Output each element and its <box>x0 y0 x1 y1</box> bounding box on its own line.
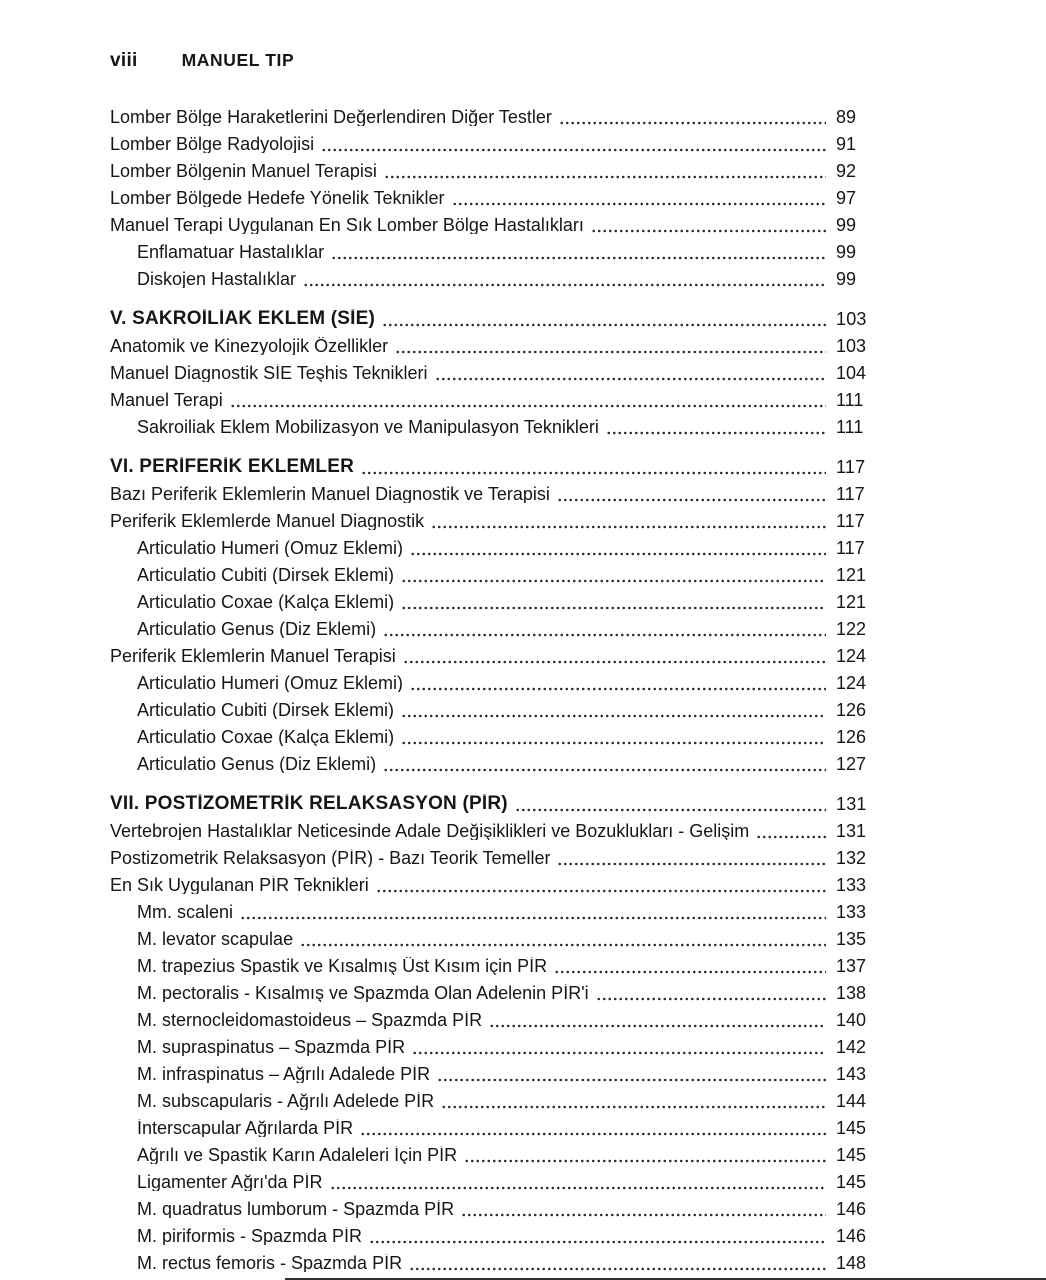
toc-entry-page-number: 144 <box>836 1091 867 1111</box>
toc-leader-dots <box>330 1186 826 1190</box>
toc-entry-page-number: 122 <box>836 619 867 639</box>
toc-leader-dots <box>596 997 826 1001</box>
toc-entry-page-number: 131 <box>836 794 867 814</box>
toc-leader-dots <box>464 1159 826 1163</box>
toc-entry-page-number: 143 <box>836 1064 867 1084</box>
toc-entry-page-number: 148 <box>836 1253 867 1273</box>
toc-entry-label: M. sternocleidomastoideus – Spazmda PİR <box>137 1011 483 1029</box>
page-number-folio: viii <box>110 50 138 71</box>
toc-list <box>110 102 870 1275</box>
toc-leader-dots <box>383 633 826 637</box>
toc-entry <box>110 156 870 183</box>
toc-entry-page-number: 124 <box>836 646 867 666</box>
toc-leader-dots <box>230 404 826 408</box>
toc-entry-label: Periferik Eklemlerin Manuel Terapisi <box>110 647 396 665</box>
toc-entry-page-number: 140 <box>836 1010 867 1030</box>
toc-entry-page-number: 103 <box>836 336 867 356</box>
toc-entry <box>110 1221 870 1248</box>
toc-leader-dots <box>384 175 826 179</box>
toc-entry-page-number: 127 <box>836 754 867 774</box>
toc-leader-dots <box>409 1267 826 1271</box>
toc-entry <box>110 843 870 870</box>
toc-leader-dots <box>489 1024 826 1028</box>
toc-entry-page-number: 104 <box>836 363 867 383</box>
toc-entry-page-number: 138 <box>836 983 867 1003</box>
toc-leader-dots <box>441 1105 826 1109</box>
toc-leader-dots <box>401 606 826 610</box>
toc-entry-label: Articulatio Genus (Diz Eklemi) <box>137 755 377 773</box>
toc-entry-page-number: 111 <box>836 390 864 410</box>
toc-entry-page-number: 99 <box>836 215 857 235</box>
toc-entry-label: Anatomik ve Kinezyolojik Özellikler <box>110 337 389 355</box>
toc-entry-page-number: 126 <box>836 700 867 720</box>
toc-entry-page-number: 146 <box>836 1226 867 1246</box>
toc-leader-dots <box>437 1078 826 1082</box>
toc-entry-page-number: 137 <box>836 956 867 976</box>
toc-leader-dots <box>382 323 826 327</box>
toc-entry-label: Articulatio Genus (Diz Eklemi) <box>137 620 377 638</box>
toc-leader-dots <box>300 943 826 947</box>
toc-leader-dots <box>303 283 826 287</box>
toc-entry-page-number: 117 <box>836 484 865 504</box>
toc-entry <box>110 210 870 237</box>
toc-entry <box>110 1005 870 1032</box>
toc-leader-dots <box>557 862 826 866</box>
toc-entry-label: Periferik Eklemlerde Manuel Diagnostik <box>110 512 425 530</box>
toc-entry-page-number: 99 <box>836 242 857 262</box>
toc-entry-label: M. piriformis - Spazmda PİR <box>137 1227 363 1245</box>
toc-leader-dots <box>431 525 826 529</box>
toc-entry-page-number: 117 <box>836 457 866 477</box>
running-title: MANUEL TIP <box>181 50 295 70</box>
toc-entry <box>110 587 870 614</box>
toc-entry-page-number: 121 <box>836 592 867 612</box>
toc-entry-label: Bazı Periferik Eklemlerin Manuel Diagnostik ve Terapisi <box>110 485 550 503</box>
toc-entry-label: İnterscapular Ağrılarda PİR <box>137 1119 354 1137</box>
toc-entry-label: Enflamatuar Hastalıklar <box>137 243 325 261</box>
toc-entry-page-number: 126 <box>836 727 867 747</box>
toc-entry <box>110 870 870 897</box>
toc-entry-label: M. trapezius Spastik ve Kısalmış Üst Kısım için PİR <box>137 957 548 975</box>
toc-entry-label: M. pectoralis - Kısalmış ve Spazmda Olan Adelenin PİR'i <box>137 984 589 1002</box>
toc-entry <box>110 978 870 1005</box>
toc-entry-page-number: 97 <box>836 188 857 208</box>
toc-leader-dots <box>321 148 826 152</box>
toc-entry-label: M. supraspinatus – Spazmda PİR <box>137 1038 406 1056</box>
toc-entry-label: Sakroiliak Eklem Mobilizasyon ve Manipulasyon Teknikleri <box>137 418 599 436</box>
toc-entry-page-number: 99 <box>836 269 857 289</box>
toc-entry-label: Manuel Diagnostik SİE Teşhis Teknikleri <box>110 364 428 382</box>
toc-entry <box>110 641 870 668</box>
toc-entry-page-number: 142 <box>836 1037 867 1057</box>
toc-entry <box>110 479 870 506</box>
toc-entry <box>110 722 870 749</box>
toc-entry <box>110 1194 870 1221</box>
toc-leader-dots <box>557 498 826 502</box>
toc-leader-dots <box>461 1213 826 1217</box>
toc-leader-dots <box>403 660 826 664</box>
toc-entry-page-number: 91 <box>836 134 857 154</box>
toc-entry-label: En Sık Uygulanan PİR Teknikleri <box>110 876 369 894</box>
toc-leader-dots <box>606 431 826 435</box>
toc-entry <box>110 695 870 722</box>
toc-entry-page-number: 145 <box>836 1172 867 1192</box>
toc-entry <box>110 1086 870 1113</box>
toc-entry-label: M. rectus femoris - Spazmda PİR <box>137 1254 403 1272</box>
toc-entry-label: V. SAKROİLİAK EKLEM (SİE) <box>110 309 376 328</box>
toc-entry-label: Postizometrik Relaksasyon (PİR) - Bazı Teorik Temeller <box>110 849 551 867</box>
running-head <box>110 50 294 72</box>
toc-leader-dots <box>410 552 826 556</box>
toc-leader-dots <box>591 229 826 233</box>
toc-entry <box>110 614 870 641</box>
toc-leader-dots <box>383 768 826 772</box>
toc-entry-label: Articulatio Cubiti (Dirsek Eklemi) <box>137 701 395 719</box>
toc-entry <box>110 102 870 129</box>
toc-entry-label: Articulatio Humeri (Omuz Eklemi) <box>137 539 404 557</box>
toc-entry-page-number: 103 <box>836 309 867 329</box>
toc-leader-dots <box>369 1240 826 1244</box>
toc-entry-page-number: 145 <box>836 1118 867 1138</box>
toc-entry-page-number: 117 <box>836 511 865 531</box>
toc-entry <box>110 183 870 210</box>
toc-entry-page-number: 111 <box>836 417 864 437</box>
toc-entry <box>110 560 870 587</box>
toc-entry <box>110 237 870 264</box>
toc-entry <box>110 358 870 385</box>
toc-entry <box>110 1167 870 1194</box>
toc-entry-label: Manuel Terapi Uygulanan En Sık Lomber Bölge Hastalıkları <box>110 216 584 234</box>
toc-entry <box>110 816 870 843</box>
toc-leader-dots <box>410 687 826 691</box>
toc-entry-page-number: 89 <box>836 107 857 127</box>
toc-entry-label: VII. POSTİZOMETRİK RELAKSASYON (PİR) <box>110 794 508 813</box>
toc-leader-dots <box>554 970 826 974</box>
toc-entry-label: Lomber Bölge Haraketlerini Değerlendiren Diğer Testler <box>110 108 552 126</box>
toc-entry-label: Lomber Bölgenin Manuel Terapisi <box>110 162 377 180</box>
toc-entry <box>110 506 870 533</box>
toc-leader-dots <box>452 202 826 206</box>
toc-entry-page-number: 135 <box>836 929 867 949</box>
toc-entry-page-number: 124 <box>836 673 867 693</box>
toc-entry-label: Articulatio Cubiti (Dirsek Eklemi) <box>137 566 395 584</box>
toc-entry <box>110 1059 870 1086</box>
toc-entry-label: Vertebrojen Hastalıklar Neticesinde Adale Değişiklikleri ve Bozuklukları - Gelişim <box>110 822 750 840</box>
toc-entry-label: Ağrılı ve Spastik Karın Adaleleri İçin PİR <box>137 1146 458 1164</box>
toc-entry-page-number: 92 <box>836 161 857 181</box>
toc-entry-label: M. infraspinatus – Ağrılı Adalede PİR <box>137 1065 431 1083</box>
toc-entry-label: Lomber Bölge Radyolojisi <box>110 135 315 153</box>
toc-entry-label: Lomber Bölgede Hedefe Yönelik Teknikler <box>110 189 445 207</box>
toc-entry-label: Articulatio Coxae (Kalça Eklemi) <box>137 728 395 746</box>
toc-leader-dots <box>515 808 826 812</box>
toc-entry-label: M. subscapularis - Ağrılı Adelede PİR <box>137 1092 435 1110</box>
toc-entry-page-number: 133 <box>836 875 867 895</box>
toc-entry-label: Diskojen Hastalıklar <box>137 270 297 288</box>
toc-leader-dots <box>360 1132 826 1136</box>
toc-leader-dots <box>559 121 826 125</box>
toc-entry <box>110 749 870 776</box>
toc-entry <box>110 789 870 816</box>
toc-leader-dots <box>240 916 826 920</box>
toc-entry-page-number: 131 <box>836 821 867 841</box>
toc-entry <box>110 897 870 924</box>
toc-leader-dots <box>401 579 826 583</box>
toc-entry-label: Articulatio Humeri (Omuz Eklemi) <box>137 674 404 692</box>
toc-leader-dots <box>395 350 826 354</box>
toc-leader-dots <box>331 256 826 260</box>
toc-entry <box>110 1032 870 1059</box>
toc-entry <box>110 1140 870 1167</box>
toc-leader-dots <box>756 835 826 839</box>
toc-entry-label: Ligamenter Ağrı'da PİR <box>137 1173 323 1191</box>
toc-entry <box>110 951 870 978</box>
toc-entry-page-number: 117 <box>836 538 865 558</box>
toc-entry <box>110 264 870 291</box>
toc-entry <box>110 533 870 560</box>
toc-leader-dots <box>401 741 826 745</box>
toc-entry-label: M. levator scapulae <box>137 930 294 948</box>
toc-entry <box>110 331 870 358</box>
toc-entry-page-number: 145 <box>836 1145 867 1165</box>
toc-entry-label: Mm. scaleni <box>137 903 234 921</box>
toc-leader-dots <box>435 377 827 381</box>
toc-leader-dots <box>361 471 826 475</box>
toc-leader-dots <box>401 714 826 718</box>
toc-entry <box>110 385 870 412</box>
toc-entry <box>110 452 870 479</box>
toc-entry-page-number: 146 <box>836 1199 867 1219</box>
toc-leader-dots <box>412 1051 826 1055</box>
toc-entry <box>110 304 870 331</box>
toc-entry <box>110 129 870 156</box>
toc-entry <box>110 1248 870 1275</box>
toc-entry-page-number: 132 <box>836 848 867 868</box>
toc-entry-label: M. quadratus lumborum - Spazmda PİR <box>137 1200 455 1218</box>
toc-entry-page-number: 121 <box>836 565 867 585</box>
toc-entry <box>110 668 870 695</box>
toc-leader-dots <box>376 889 826 893</box>
toc-entry-label: Manuel Terapi <box>110 391 223 409</box>
toc-entry <box>110 1113 870 1140</box>
toc-entry <box>110 412 870 439</box>
toc-entry-label: Articulatio Coxae (Kalça Eklemi) <box>137 593 395 611</box>
toc-entry <box>110 924 870 951</box>
toc-entry-page-number: 133 <box>836 902 867 922</box>
toc-entry-label: VI. PERİFERİK EKLEMLER <box>110 457 355 476</box>
